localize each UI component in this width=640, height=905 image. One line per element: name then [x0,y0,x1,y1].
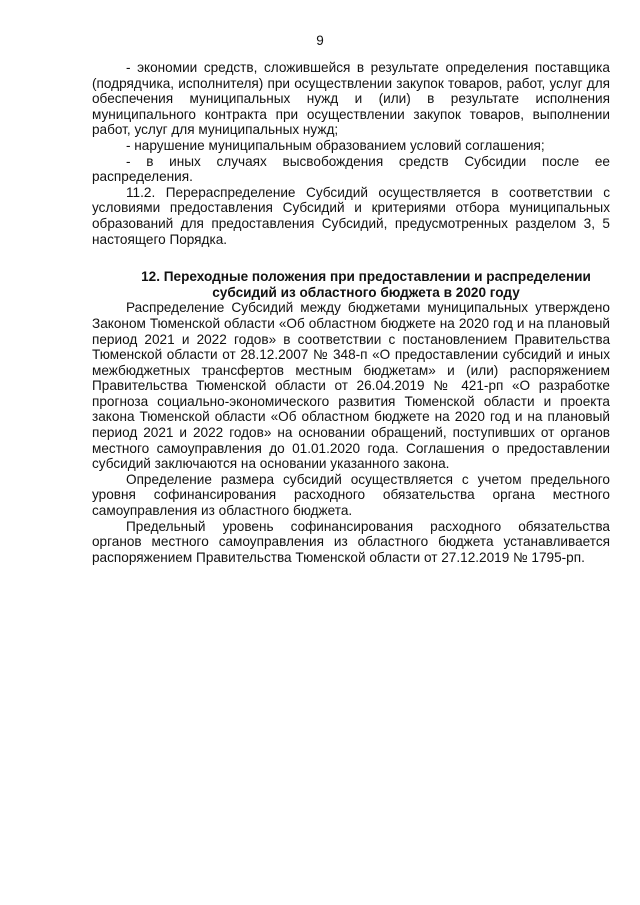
paragraph-subsidy-size: Определение размера субсидий осуществляется с учетом предельного уровня софинансирования расходного обязательства органа местного самоуправления из областного бюджета. [92,471,610,519]
paragraph-distribution: Распределение Субсидий между бюджетами муниципальных утверждено Законом Тюменской области «Об областном бюджете на 2020 год и на плановый период 2021 и 2022 годов» в соответствии с постановлением Правительства Тюменской области от 28.12.2007 № 348-п «О предоставлении субсидий и иных межбюджетных трансфертов местным бюджетам» и (или) распоряжением Правительства Тюменской области от 26.04.2019 № 421-рп «О разработке прогноза социально-экономического развития Тюменской области и проекта закона Тюменской области «Об областном бюджете на 2020 год и на плановый период 2021 и 2022 годов» на основании обращений, поступивших от органов местного самоуправления до 01.01.2020 года. Соглашения о предоставлении субсидий заключаются на основании указанного закона. [92,300,610,472]
section-12-heading [92,269,610,300]
section-12-heading-line2: субсидий из областного бюджета в 2020 году [212,284,520,300]
paragraph-cofinancing-limit: Предельный уровень софинансирования расходного обязательства органов местного самоуправления из областного бюджета устанавливается распоряжением Правительства Тюменской области от 27.12.2019 № 1795-рп. [92,518,610,565]
paragraph-other-cases: - в иных случаях высвобождения средств Субсидии после ее распределения. [92,153,610,185]
paragraph-violation: - нарушение муниципальным образованием условий соглашения; [126,137,545,153]
paragraph-11-2: 11.2. Перераспределение Субсидий осуществляется в соответствии с условиями предоставления Субсидий и критериями отбора муниципальных образований для предоставления Субсидий, предусмотренных разделом 3, 5 настоящего Порядка. [92,184,610,247]
document-body [92,60,610,565]
page-number: 9 [316,33,324,48]
paragraph-savings: - экономии средств, сложившейся в результате определения поставщика (подрядчика, исполнителя) при осуществлении закупок товаров, работ, услуг для обеспечения муниципальных нужд и (или) в результате исполнения муниципального контракта при осуществлении закупок товаров, выполнении работ, услуг для муниципальных нужд; [92,60,610,138]
section-12-heading-line1: 12. Переходные положения при предоставлении и распределении [141,269,591,285]
